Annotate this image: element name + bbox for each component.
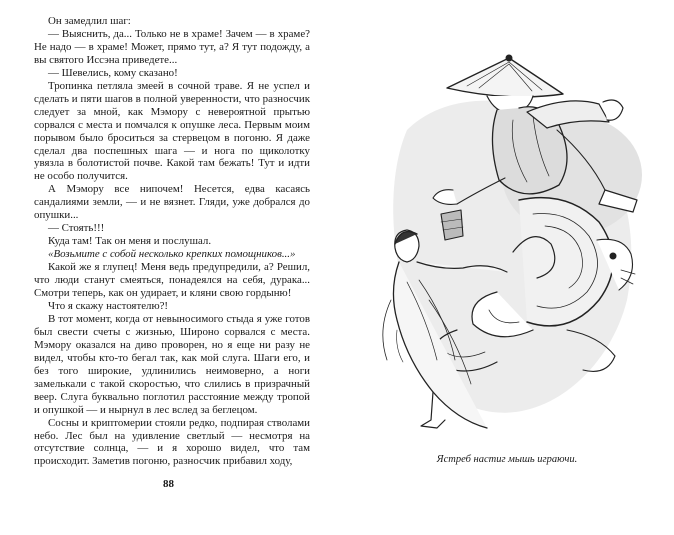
paragraph: В тот момент, когда от невыносимого стыда я уже готов был свести счеты с жизнью, Широно сорвался с места. Мэмору оказался на диво проворен, но я еще ни разу не видел, чтобы кто-то бегал так, как мой слуга. Шаги его, и без того широкие, удлинились неимоверно, а ноги замелькали с такой скоростью, что слились в призрачный веер. Слуга буквально поглотил расстояние между тропой и опушкой — и нырнул в лес вслед за беглецом. bbox=[34, 312, 310, 416]
illustration-caption: Ястреб настиг мышь играючи. bbox=[436, 454, 578, 465]
paragraph: Тропинка петляла змеей в сочной траве. Я не успел и сделать и пяти шагов в полной уверенности, что разносчик следует за мной, как Мэмору с невероятной прытью сорвался с места и помчался к опушке леса. Первым моим порывом было броситься за стервецом в погоню. Я даже сделал два поспешных шага — и нога по щиколотку увязла в болотистой почве. Какой там бежать! Тут и идти не особо получится. bbox=[34, 79, 310, 183]
right-page bbox=[337, 0, 674, 535]
paragraph: Что я скажу настоятелю?! bbox=[48, 299, 169, 312]
paragraph: — Шевелись, кому сказано! bbox=[48, 66, 178, 79]
paragraph: Сосны и криптомерии стояли редко, подпирая стволами небо. Лес был на удивление светлый — несмотря на отсутствие солнца, — и я хорошо видел, что там происходит. Заметив погоню, разносчик прибавил ходу, bbox=[34, 416, 310, 468]
paragraph: — Стоять!!! bbox=[48, 222, 105, 235]
paragraph: — Выяснить, да... Только не в храме! Зачем — в храме? Не надо — в храме! Может, прямо тут, а? Я тут подожду, а вы святого Иссэна приведете... bbox=[34, 27, 310, 66]
paragraph: Какой же я глупец! Меня ведь предупредили, а? Решил, что люди станут смеяться, понадеялся на себя, дурака... Смотри теперь, как он удирает, и кляни свою гордыню! bbox=[34, 261, 310, 300]
paragraph: А Мэмору все нипочем! Несется, едва касаясь сандалиями земли, — и не вязнет. Гляди, уже добрался до опушки... bbox=[34, 183, 310, 222]
page-number: 88 bbox=[163, 478, 174, 490]
body-text bbox=[34, 15, 310, 468]
paragraph: Куда там! Так он меня и послушал. bbox=[48, 235, 212, 248]
illustration bbox=[337, 0, 674, 450]
paragraph: Он замедлил шаг: bbox=[48, 15, 131, 27]
italic-quote: «Возьмите с собой несколько крепких помощников...» bbox=[48, 248, 296, 261]
